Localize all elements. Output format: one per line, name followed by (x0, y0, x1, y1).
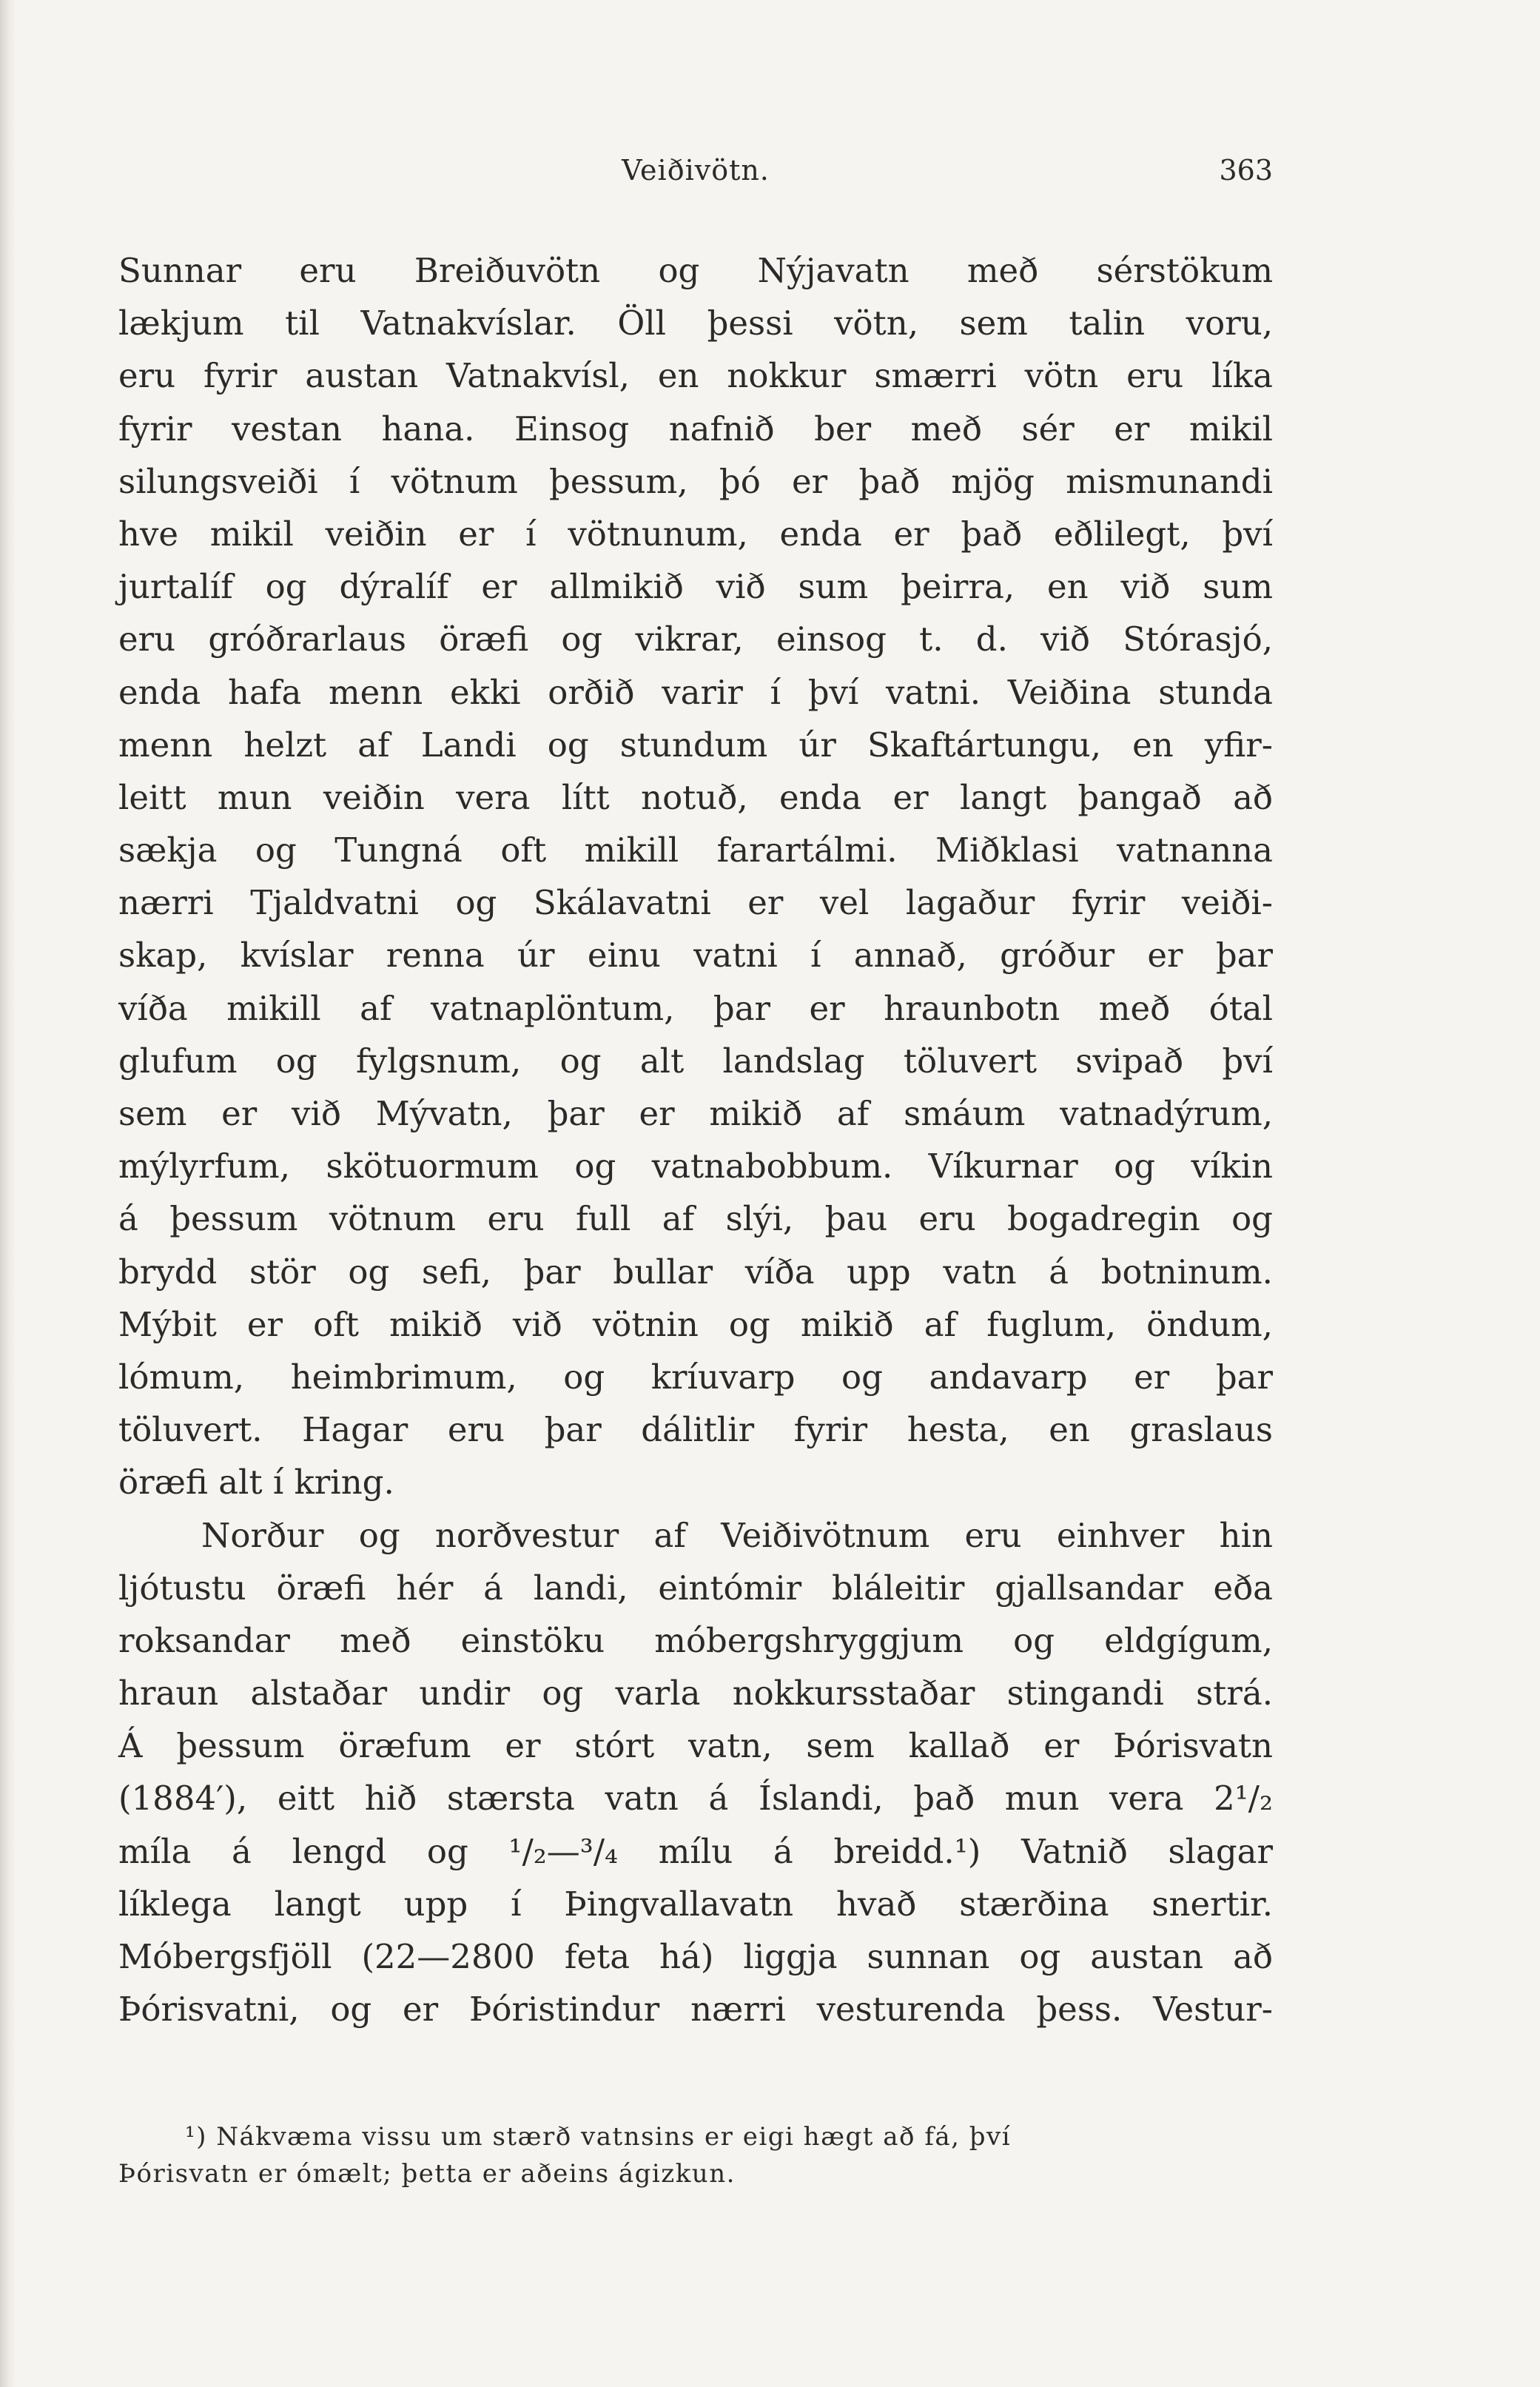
text-line: míla á lengd og ¹/₂—³/₄ mílu á breidd.¹) Vatnið slagar (118, 1831, 1273, 1871)
text-line: líklega langt upp í Þingvallavatn hvað stærðina snertir. (118, 1884, 1273, 1924)
text-line: jurtalíf og dýralíf er allmikið við sum þeirra, en við sum (118, 567, 1273, 607)
text-line: fyrir vestan hana. Einsog nafnið ber með sér er mikil (118, 409, 1273, 449)
page-number: 363 (1219, 154, 1273, 187)
page-gutter-shadow (0, 0, 16, 2387)
footnote-line: ¹) Nákvæma vissu um stærð vatnsins er eigi hægt að fá, því (185, 2122, 1012, 2152)
text-line: eru gróðrarlaus öræfi og vikrar, einsog t. d. við Stórasjó, (118, 620, 1273, 659)
text-line: Á þessum öræfum er stórt vatn, sem kallað er Þórisvatn (118, 1726, 1273, 1766)
text-line: menn helzt af Landi og stundum úr Skaftártungu, en yfir- (118, 725, 1273, 765)
text-line: mýlyrfum, skötuormum og vatnabobbum. Víkurnar og víkin (118, 1147, 1273, 1186)
body-text (118, 244, 1273, 2035)
text-line: Mýbit er oft mikið við vötnin og mikið af fuglum, öndum, (118, 1304, 1273, 1344)
text-line: eru fyrir austan Vatnakvísl, en nokkur smærri vötn eru líka (118, 356, 1273, 396)
text-line: silungsveiði í vötnum þessum, þó er það mjög mismunandi (118, 461, 1273, 501)
text-line: lómum, heimbrimum, og kríuvarp og andavarp er þar (118, 1357, 1273, 1397)
text-line: brydd stör og sefi, þar bullar víða upp vatn á botninum. (118, 1252, 1273, 1292)
text-line: nærri Tjaldvatni og Skálavatni er vel lagaður fyrir veiði- (118, 883, 1273, 923)
text-line: Sunnar eru Breiðuvötn og Nýjavatn með sérstökum (118, 251, 1273, 290)
text-line: sem er við Mývatn, þar er mikið af smáum vatnadýrum, (118, 1094, 1273, 1133)
text-line: víða mikill af vatnaplöntum, þar er hraunbotn með ótal (118, 988, 1273, 1028)
running-title: Veiðivötn. (622, 154, 770, 187)
text-line: lækjum til Vatnakvíslar. Öll þessi vötn, sem talin voru, (118, 303, 1273, 343)
text-line: sækja og Tungná oft mikill farartálmi. Miðklasi vatnanna (118, 830, 1273, 870)
text-line: leitt mun veiðin vera lítt notuð, enda er langt þangað að (118, 777, 1273, 817)
text-line: Móbergsfjöll (22—2800 feta há) liggja sunnan og austan að (118, 1937, 1273, 1976)
text-line: hraun alstaðar undir og varla nokkursstaðar stingandi strá. (118, 1673, 1273, 1713)
text-line: hve mikil veiðin er í vötnunum, enda er það eðlilegt, því (118, 514, 1273, 554)
text-line: á þessum vötnum eru full af slýi, þau eru bogadregin og (118, 1199, 1273, 1239)
running-head (118, 154, 1273, 198)
footnote-line: Þórisvatn er ómælt; þetta er aðeins ágizkun. (118, 2159, 736, 2189)
text-line: töluvert. Hagar eru þar dálitlir fyrir hesta, en graslaus (118, 1410, 1273, 1450)
footnote (118, 2118, 1273, 2192)
text-line: enda hafa menn ekki orðið varir í því vatni. Veiðina stunda (118, 672, 1273, 712)
text-line: ljótustu öræfi hér á landi, eintómir bláleitir gjallsandar eða (118, 1568, 1273, 1608)
text-line: glufum og fylgsnum, og alt landslag töluvert svipað því (118, 1041, 1273, 1081)
text-line: Þórisvatni, og er Þóristindur nærri vesturenda þess. Vestur- (118, 1990, 1273, 2030)
text-line: skap, kvíslar renna úr einu vatni í annað, gróður er þar (118, 936, 1273, 976)
text-line: (1884′), eitt hið stærsta vatn á Íslandi, það mun vera 2¹/₂ (118, 1779, 1273, 1819)
text-line: öræfi alt í kring. (118, 1463, 394, 1503)
text-line: Norður og norðvestur af Veiðivötnum eru einhver hin (201, 1515, 1273, 1555)
text-line: roksandar með einstöku móbergshryggjum og eldgígum, (118, 1620, 1273, 1660)
